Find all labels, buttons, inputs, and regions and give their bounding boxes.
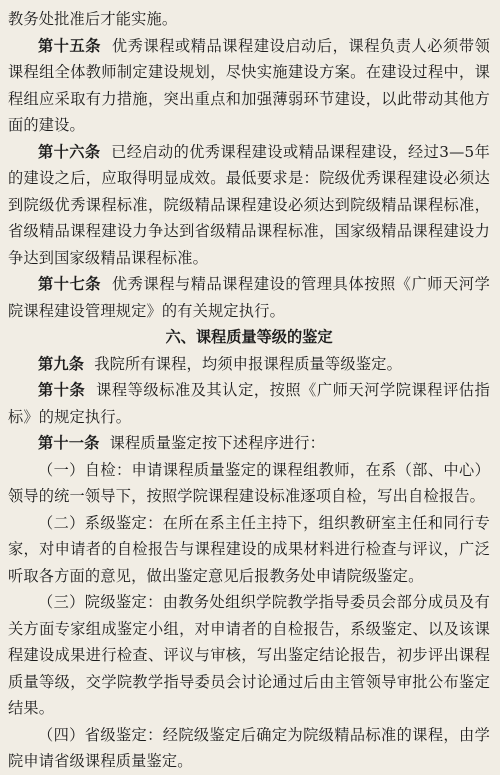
article-label: 第十七条 <box>38 275 102 293</box>
article-text: 已经启动的优秀课程建设或精品课程建设，经过3—5年的建设之后，应取得明显成效。最低要求是：院级优秀课程建设必须达到院级优秀课程标准，院级精品课程建设必须达到院级精品课程标准，省级精品课程建设力争达到省级精品课程标准，国家级精品课程建设力争达到国家级精品课程标准。 <box>8 142 490 267</box>
article-text: 课程等级标准及其认定，按照《广师天河学院课程评估指标》的规定执行。 <box>8 381 490 426</box>
article-text: 课程质量鉴定按下述程序进行： <box>109 434 326 452</box>
article-11 <box>8 430 490 457</box>
article-label: 第九条 <box>38 354 85 373</box>
article-text: 我院所有课程，均须申报课程质量等级鉴定。 <box>94 354 402 373</box>
procedure-item-1: （一）自检：申请课程质量鉴定的课程组教师，在系（部、中心）领导的统一领导下，按照学院课程建设标准逐项自检，写出自检报告。 <box>8 460 490 505</box>
article-label: 第十六条 <box>38 142 101 161</box>
procedure-item-2: （二）系级鉴定：在所在系主任主持下，组织教研室主任和同行专家，对申请者的自检报告与课程建设的成果材料进行检查与评议，广泛听取各方面的意见，做出鉴定意见后报教务处申请院级鉴定。 <box>8 513 490 585</box>
paragraph-continuation <box>8 6 490 33</box>
article-9 <box>8 351 490 378</box>
procedure-item-4: （四）省级鉴定：经院级鉴定后确定为院级精品标准的课程，由学院申请省级课程质量鉴定。 <box>8 725 490 770</box>
article-label: 第十条 <box>38 381 86 399</box>
article-16 <box>8 139 490 272</box>
article-label: 第十一条 <box>38 434 100 452</box>
paragraph-text: 教务处批准后才能实施。 <box>8 10 178 28</box>
section-heading: 六、课程质量等级的鉴定 <box>165 328 333 346</box>
article-label: 第十五条 <box>38 36 102 55</box>
article-17 <box>8 271 490 324</box>
article-10 <box>8 377 490 430</box>
article-text: 优秀课程或精品课程建设启动后，课程负责人必须带领课程组全体教师制定建设规划，尽快实施建设方案。在建设过程中，课程组应采取有力措施，突出重点和加强薄弱环节建设，以此带动其他方面的建设。 <box>8 36 490 134</box>
procedure-item-3: （三）院级鉴定：由教务处组织学院教学指导委员会部分成员及有关方面专家组成鉴定小组，对申请者的自检报告，系级鉴定、以及该课程建设成果进行检查、评议与审核，写出鉴定结论报告，初步评出课程质量等级，交学院教学指导委员会讨论通过后由主管领导审批公布鉴定结果。 <box>8 593 490 717</box>
article-text: 优秀课程与精品课程建设的管理具体按照《广师天河学院课程建设管理规定》的有关规定执行。 <box>8 275 490 320</box>
article-15 <box>8 33 490 139</box>
